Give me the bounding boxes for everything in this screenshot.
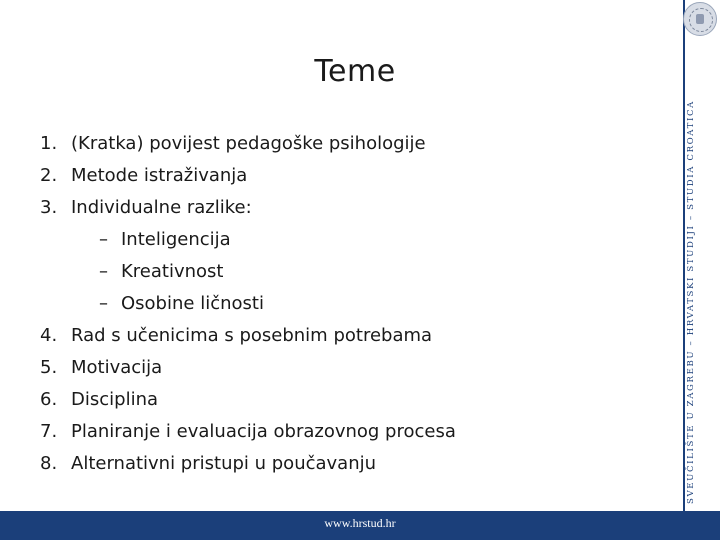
item-number: 2. (40, 165, 58, 186)
list-item (40, 352, 660, 384)
university-seal-icon (683, 2, 717, 36)
university-sidebar (683, 0, 720, 511)
item-number: 1. (40, 133, 58, 154)
list-item (40, 160, 660, 192)
item-number: 7. (40, 421, 58, 442)
sub-list-item (40, 288, 660, 320)
item-number: 8. (40, 453, 58, 474)
list-item (40, 416, 660, 448)
sidebar-university-text: SVEUČILIŠTE U ZAGREBU – HRVATSKI STUDIJI – STUDIA CROATICA (686, 100, 696, 504)
item-text: Individualne razlike: (71, 197, 252, 218)
footer-url: www.hrstud.hr (324, 516, 396, 530)
item-text: Rad s učenicima s posebnim potrebama (71, 325, 433, 346)
list-item (40, 128, 660, 160)
item-text: Planiranje i evaluacija obrazovnog procesa (71, 421, 456, 442)
item-text: (Kratka) povijest pedagoške psihologije (71, 133, 426, 154)
list-item (40, 448, 660, 480)
item-number: 5. (40, 357, 58, 378)
list-item (40, 320, 660, 352)
item-text: Motivacija (71, 357, 163, 378)
topic-list (40, 128, 660, 480)
sub-item-dash: – (99, 293, 108, 314)
sub-item-text: Osobine ličnosti (121, 293, 264, 314)
slide-title: Teme (314, 54, 396, 89)
list-item (40, 384, 660, 416)
item-text: Alternativni pristupi u poučavanju (71, 453, 377, 474)
item-text: Disciplina (71, 389, 159, 410)
list-item (40, 192, 660, 224)
item-number: 6. (40, 389, 58, 410)
item-number: 4. (40, 325, 58, 346)
item-number: 3. (40, 197, 58, 218)
item-text: Metode istraživanja (71, 165, 248, 186)
sub-item-dash: – (99, 229, 108, 250)
sub-list-item (40, 224, 660, 256)
sub-item-dash: – (99, 261, 108, 282)
sub-list-item (40, 256, 660, 288)
sub-item-text: Kreativnost (121, 261, 224, 282)
sub-item-text: Inteligencija (121, 229, 231, 250)
